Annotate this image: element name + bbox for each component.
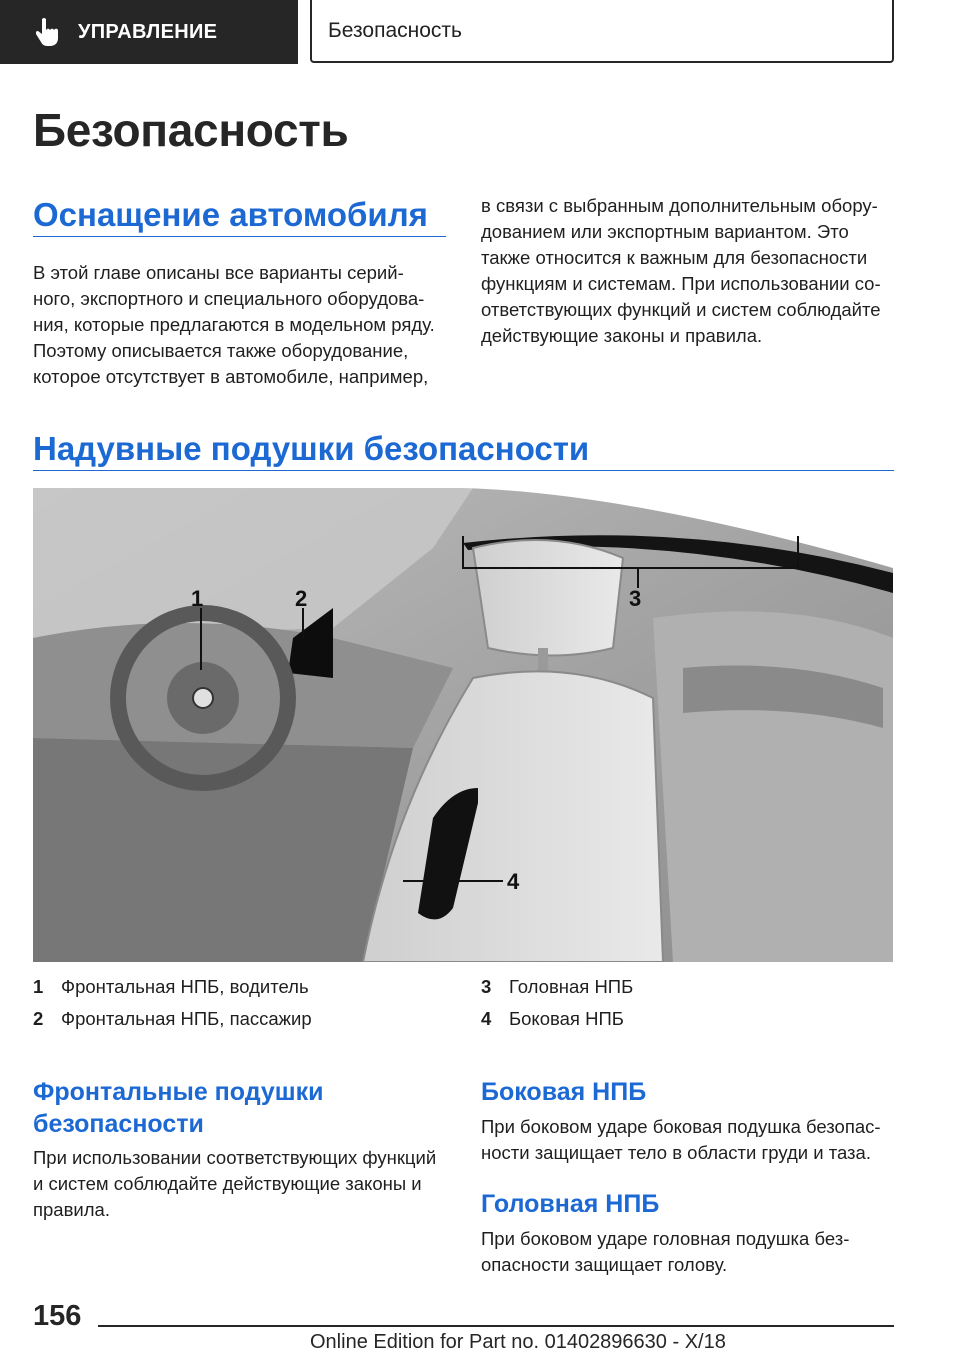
legend-text: Головная НПБ <box>509 976 634 997</box>
airbag-illustration <box>33 488 893 962</box>
side-airbag-heading: Боковая НПБ <box>481 1078 647 1106</box>
text-line: При боковом ударе головная подушка без‐ <box>481 1228 850 1249</box>
legend-text: Фронтальная НПБ, пассажир <box>61 1008 312 1029</box>
text-line: ности защищает тело в области груди и таза. <box>481 1142 871 1163</box>
section-header <box>0 0 298 64</box>
text-line: в связи с выбранным дополнительным обору‐ <box>481 195 878 216</box>
front-airbags-text <box>33 1145 453 1223</box>
hand-pointer-icon <box>36 17 62 47</box>
legend-text: Фронтальная НПБ, водитель <box>61 976 309 997</box>
text-line: и систем соблюдайте действующие законы и <box>33 1173 422 1194</box>
footer-edition: Online Edition for Part no. 01402896630 - X/18 <box>310 1331 726 1353</box>
heading-line: безопасности <box>33 1110 204 1138</box>
text-line: которое отсутствует в автомобиле, например, <box>33 366 429 387</box>
equipment-heading: Оснащение автомобиля <box>33 196 428 233</box>
text-line: дованием или экспортным вариантом. Это <box>481 221 849 242</box>
legend-item <box>33 976 309 998</box>
text-line: ответствующих функций и систем соблюдайте <box>481 299 881 320</box>
text-line: опасности защищает голову. <box>481 1254 728 1275</box>
equipment-heading-rule <box>33 236 446 237</box>
text-line: В этой главе описаны все варианты серий‐ <box>33 262 404 283</box>
heading-line: Фронтальные подушки <box>33 1078 324 1106</box>
head-airbag-heading: Головная НПБ <box>481 1190 660 1218</box>
section-label: УПРАВЛЕНИЕ <box>78 20 218 43</box>
chapter-tab-label: Безопасность <box>328 18 462 42</box>
equipment-text-right <box>481 193 896 349</box>
text-line: При использовании соответствующих функций <box>33 1147 437 1168</box>
callout-4: 4 <box>507 869 520 894</box>
legend-item <box>481 1008 624 1030</box>
legend-number: 3 <box>481 976 492 997</box>
airbags-heading: Надувные подушки безопасности <box>33 430 590 467</box>
legend-number: 4 <box>481 1008 492 1029</box>
footer-rule <box>98 1325 894 1327</box>
text-line: ния, которые предлагаются в модельном ряду. <box>33 314 435 335</box>
airbags-heading-rule <box>33 470 894 471</box>
page-number: 156 <box>33 1300 82 1332</box>
callout-2: 2 <box>295 586 308 611</box>
text-line: При боковом ударе боковая подушка безопас‐ <box>481 1116 881 1137</box>
legend-number: 1 <box>33 976 44 997</box>
legend-item <box>33 1008 312 1030</box>
equipment-text-left <box>33 260 453 390</box>
side-airbag-text <box>481 1114 896 1166</box>
head-airbag-text <box>481 1226 896 1278</box>
text-line: Поэтому описывается также оборудование, <box>33 340 409 361</box>
text-line: правила. <box>33 1199 110 1220</box>
callout-3: 3 <box>629 586 642 611</box>
legend-text: Боковая НПБ <box>509 1008 624 1029</box>
callout-1: 1 <box>191 586 204 611</box>
legend-item <box>481 976 633 998</box>
chapter-tab <box>310 0 894 63</box>
text-line: функциям и системам. При использовании со‐ <box>481 273 881 294</box>
page-title: Безопасность <box>33 104 349 156</box>
front-airbags-heading <box>33 1076 324 1140</box>
text-line: ного, экспортного и специального оборудова‐ <box>33 288 425 309</box>
legend-number: 2 <box>33 1008 44 1029</box>
text-line: также относится к важным для безопасности <box>481 247 868 268</box>
text-line: действующие законы и правила. <box>481 325 763 346</box>
